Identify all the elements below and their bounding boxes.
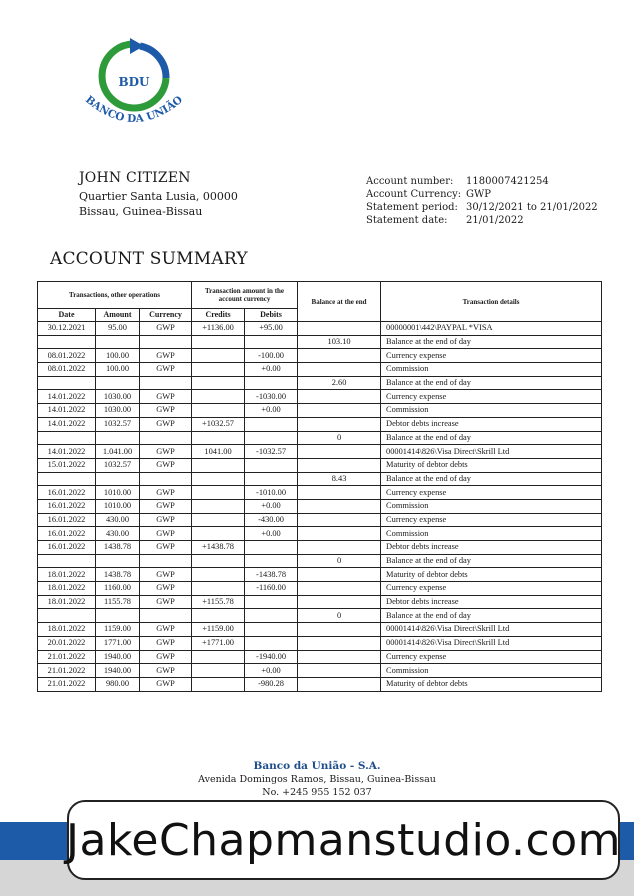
account-number: 1180007421254 bbox=[466, 176, 549, 187]
table-row bbox=[38, 499, 602, 513]
cell-credit bbox=[192, 568, 245, 582]
cell-debit bbox=[245, 636, 298, 650]
statement-period: 30/12/2021 to 21/01/2022 bbox=[466, 202, 598, 213]
account-currency-label: Account Currency: bbox=[366, 189, 462, 200]
cell-date: 18.01.2022 bbox=[38, 568, 96, 582]
cell-amount: 1032.57 bbox=[96, 417, 140, 431]
cell-credit bbox=[192, 335, 245, 349]
cell-balance bbox=[298, 486, 381, 500]
cell-amount: 100.00 bbox=[96, 349, 140, 363]
cell-amount: 95.00 bbox=[96, 322, 140, 336]
cell-currency: GWP bbox=[140, 513, 192, 527]
cell-date: 16.01.2022 bbox=[38, 499, 96, 513]
cell-currency: GWP bbox=[140, 349, 192, 363]
cell-amount: 100.00 bbox=[96, 363, 140, 377]
cell-credit: +1032.57 bbox=[192, 417, 245, 431]
cell-debit bbox=[245, 376, 298, 390]
cell-currency: GWP bbox=[140, 664, 192, 678]
cell-amount: 1030.00 bbox=[96, 404, 140, 418]
cell-debit: +0.00 bbox=[245, 499, 298, 513]
cell-currency: GWP bbox=[140, 636, 192, 650]
cell-credit bbox=[192, 677, 245, 691]
account-currency: GWP bbox=[466, 189, 491, 200]
cell-currency bbox=[140, 335, 192, 349]
cell-date bbox=[38, 609, 96, 623]
cell-credit bbox=[192, 431, 245, 445]
cell-date bbox=[38, 335, 96, 349]
cell-currency: GWP bbox=[140, 623, 192, 637]
cell-debit: -1030.00 bbox=[245, 390, 298, 404]
cell-credit bbox=[192, 527, 245, 541]
cell-amount: 980.00 bbox=[96, 677, 140, 691]
cell-amount bbox=[96, 472, 140, 486]
cell-currency: GWP bbox=[140, 404, 192, 418]
table-row bbox=[38, 404, 602, 418]
cell-debit: +95.00 bbox=[245, 322, 298, 336]
cell-debit bbox=[245, 472, 298, 486]
cell-balance bbox=[298, 595, 381, 609]
cell-credit bbox=[192, 349, 245, 363]
cell-details: Commission bbox=[381, 363, 602, 377]
cell-amount: 1771.00 bbox=[96, 636, 140, 650]
cell-date: 14.01.2022 bbox=[38, 390, 96, 404]
cell-credit bbox=[192, 554, 245, 568]
cell-credit bbox=[192, 376, 245, 390]
cell-amount: 1010.00 bbox=[96, 499, 140, 513]
table-row bbox=[38, 376, 602, 390]
cell-details: 00001414\826\Visa Direct\Skrill Ltd bbox=[381, 623, 602, 637]
cell-balance bbox=[298, 513, 381, 527]
cell-credit bbox=[192, 486, 245, 500]
customer-name: JOHN CITIZEN bbox=[79, 170, 191, 186]
header-amount-group: Transaction amount in the account currency bbox=[192, 282, 298, 309]
cell-details: Commission bbox=[381, 527, 602, 541]
table-row bbox=[38, 431, 602, 445]
cell-currency: GWP bbox=[140, 363, 192, 377]
cell-debit: -1010.00 bbox=[245, 486, 298, 500]
cell-date: 16.01.2022 bbox=[38, 486, 96, 500]
table-row bbox=[38, 390, 602, 404]
cell-amount: 1438.78 bbox=[96, 541, 140, 555]
cell-credit bbox=[192, 650, 245, 664]
cell-balance bbox=[298, 363, 381, 377]
cell-balance bbox=[298, 404, 381, 418]
table-row bbox=[38, 322, 602, 336]
table-row bbox=[38, 636, 602, 650]
cell-amount bbox=[96, 376, 140, 390]
cell-debit: -1940.00 bbox=[245, 650, 298, 664]
cell-currency: GWP bbox=[140, 458, 192, 472]
cell-currency: GWP bbox=[140, 486, 192, 500]
statement-period-label: Statement period: bbox=[366, 202, 458, 213]
cell-credit: +1771.00 bbox=[192, 636, 245, 650]
cell-details: Balance at the end of day bbox=[381, 554, 602, 568]
cell-date: 21.01.2022 bbox=[38, 650, 96, 664]
bank-logo bbox=[74, 34, 194, 142]
cell-date: 14.01.2022 bbox=[38, 445, 96, 459]
cell-date: 18.01.2022 bbox=[38, 582, 96, 596]
table-row bbox=[38, 363, 602, 377]
cell-credit bbox=[192, 363, 245, 377]
header-details: Transaction details bbox=[381, 282, 602, 322]
header-date: Date bbox=[38, 309, 96, 322]
cell-credit bbox=[192, 664, 245, 678]
cell-amount: 1160.00 bbox=[96, 582, 140, 596]
cell-credit: +1438.78 bbox=[192, 541, 245, 555]
cell-debit bbox=[245, 431, 298, 445]
cell-amount: 1940.00 bbox=[96, 664, 140, 678]
cell-date bbox=[38, 431, 96, 445]
cell-amount: 430.00 bbox=[96, 513, 140, 527]
table-row bbox=[38, 595, 602, 609]
cell-currency: GWP bbox=[140, 541, 192, 555]
table-row bbox=[38, 349, 602, 363]
table-row bbox=[38, 582, 602, 596]
cell-date bbox=[38, 376, 96, 390]
cell-currency: GWP bbox=[140, 390, 192, 404]
statement-date: 21/01/2022 bbox=[466, 215, 524, 226]
table-row bbox=[38, 677, 602, 691]
customer-block bbox=[79, 170, 238, 219]
footer-bank-name: Banco da União - S.A. bbox=[253, 760, 381, 772]
cell-debit bbox=[245, 609, 298, 623]
cell-amount: 1.041.00 bbox=[96, 445, 140, 459]
cell-credit: +1155.78 bbox=[192, 595, 245, 609]
cell-credit bbox=[192, 458, 245, 472]
cell-balance: 103.10 bbox=[298, 335, 381, 349]
header-balance: Balance at the end bbox=[298, 282, 381, 322]
cell-debit bbox=[245, 541, 298, 555]
cell-currency: GWP bbox=[140, 677, 192, 691]
cell-credit: +1159.00 bbox=[192, 623, 245, 637]
cell-currency bbox=[140, 554, 192, 568]
cell-debit: -100.00 bbox=[245, 349, 298, 363]
cell-details: Balance at the end of day bbox=[381, 609, 602, 623]
footer bbox=[0, 760, 634, 799]
cell-balance bbox=[298, 677, 381, 691]
cell-credit bbox=[192, 390, 245, 404]
cell-details: Commission bbox=[381, 404, 602, 418]
cell-currency: GWP bbox=[140, 417, 192, 431]
cell-details: Maturity of debtor debts bbox=[381, 677, 602, 691]
cell-details: 00001414\826\Visa Direct\Skrill Ltd bbox=[381, 636, 602, 650]
cell-debit: -1032.57 bbox=[245, 445, 298, 459]
cell-details: Debtor debts increase bbox=[381, 595, 602, 609]
cell-balance bbox=[298, 322, 381, 336]
cell-balance bbox=[298, 541, 381, 555]
table-row bbox=[38, 472, 602, 486]
cell-date: 16.01.2022 bbox=[38, 541, 96, 555]
transactions-body bbox=[38, 322, 602, 692]
cell-date: 21.01.2022 bbox=[38, 664, 96, 678]
cell-currency: GWP bbox=[140, 445, 192, 459]
cell-amount: 1159.00 bbox=[96, 623, 140, 637]
cell-balance bbox=[298, 417, 381, 431]
cell-date: 20.01.2022 bbox=[38, 636, 96, 650]
cell-details: Maturity of debtor debts bbox=[381, 568, 602, 582]
cell-currency: GWP bbox=[140, 527, 192, 541]
cell-credit: +1136.00 bbox=[192, 322, 245, 336]
cell-amount: 1438.78 bbox=[96, 568, 140, 582]
customer-address-line2: Bissau, Guinea-Bissau bbox=[79, 205, 203, 218]
cell-currency: GWP bbox=[140, 499, 192, 513]
cell-credit bbox=[192, 499, 245, 513]
cell-debit: +0.00 bbox=[245, 404, 298, 418]
table-row bbox=[38, 541, 602, 555]
cell-balance: 0 bbox=[298, 609, 381, 623]
customer-address-line1: Quartier Santa Lusia, 00000 bbox=[79, 190, 238, 203]
table-row bbox=[38, 609, 602, 623]
cell-details: 00000001\442\PAYPAL *VISA bbox=[381, 322, 602, 336]
cell-date: 18.01.2022 bbox=[38, 623, 96, 637]
cell-debit bbox=[245, 417, 298, 431]
cell-debit: -1160.00 bbox=[245, 582, 298, 596]
table-row bbox=[38, 458, 602, 472]
cell-date: 08.01.2022 bbox=[38, 349, 96, 363]
statement-date-label: Statement date: bbox=[366, 215, 448, 226]
cell-debit: -1438.78 bbox=[245, 568, 298, 582]
cell-debit bbox=[245, 623, 298, 637]
cell-amount bbox=[96, 431, 140, 445]
cell-currency: GWP bbox=[140, 650, 192, 664]
cell-debit bbox=[245, 595, 298, 609]
transactions-table bbox=[37, 281, 602, 692]
cell-details: Currency expense bbox=[381, 390, 602, 404]
cell-debit: -980.28 bbox=[245, 677, 298, 691]
cell-date: 16.01.2022 bbox=[38, 527, 96, 541]
cell-details: Currency expense bbox=[381, 486, 602, 500]
cell-debit: +0.00 bbox=[245, 363, 298, 377]
cell-details: Currency expense bbox=[381, 513, 602, 527]
cell-credit: 1041.00 bbox=[192, 445, 245, 459]
cell-amount: 1030.00 bbox=[96, 390, 140, 404]
logo-abbr: BDU bbox=[118, 75, 150, 89]
cell-date: 21.01.2022 bbox=[38, 677, 96, 691]
cell-balance bbox=[298, 499, 381, 513]
table-row bbox=[38, 445, 602, 459]
cell-amount: 1155.78 bbox=[96, 595, 140, 609]
cell-details: Debtor debts increase bbox=[381, 417, 602, 431]
table-row bbox=[38, 513, 602, 527]
cell-currency bbox=[140, 472, 192, 486]
cell-debit bbox=[245, 458, 298, 472]
cell-debit: -430.00 bbox=[245, 513, 298, 527]
cell-details: Balance at the end of day bbox=[381, 431, 602, 445]
cell-date: 08.01.2022 bbox=[38, 363, 96, 377]
table-row bbox=[38, 417, 602, 431]
cell-details: Currency expense bbox=[381, 582, 602, 596]
watermark-banner bbox=[67, 800, 620, 880]
cell-details: Commission bbox=[381, 499, 602, 513]
cell-date: 30.12.2021 bbox=[38, 322, 96, 336]
cell-date: 18.01.2022 bbox=[38, 595, 96, 609]
cell-details: Maturity of debtor debts bbox=[381, 458, 602, 472]
cell-balance bbox=[298, 664, 381, 678]
cell-balance bbox=[298, 349, 381, 363]
table-row bbox=[38, 623, 602, 637]
cell-details: Commission bbox=[381, 664, 602, 678]
cell-currency bbox=[140, 609, 192, 623]
footer-address: Avenida Domingos Ramos, Bissau, Guinea-Bissau bbox=[198, 774, 436, 785]
table-row bbox=[38, 554, 602, 568]
logo-text: BANCO DA UNIÃO bbox=[82, 93, 186, 126]
cell-amount bbox=[96, 554, 140, 568]
cell-balance: 2.60 bbox=[298, 376, 381, 390]
cell-amount: 1032.57 bbox=[96, 458, 140, 472]
account-number-label: Account number: bbox=[366, 176, 454, 187]
table-row bbox=[38, 650, 602, 664]
header-credits: Credits bbox=[192, 309, 245, 322]
table-row bbox=[38, 527, 602, 541]
cell-balance bbox=[298, 650, 381, 664]
watermark-text: JakeChapmanstudio.com bbox=[66, 814, 621, 866]
cell-balance: 0 bbox=[298, 554, 381, 568]
cell-balance bbox=[298, 568, 381, 582]
cell-date bbox=[38, 472, 96, 486]
cell-date: 16.01.2022 bbox=[38, 513, 96, 527]
table-row bbox=[38, 664, 602, 678]
cell-currency bbox=[140, 431, 192, 445]
cell-details: Balance at the end of day bbox=[381, 472, 602, 486]
header-amount: Amount bbox=[96, 309, 140, 322]
cell-amount: 1940.00 bbox=[96, 650, 140, 664]
cell-details: Balance at the end of day bbox=[381, 376, 602, 390]
cell-amount bbox=[96, 609, 140, 623]
cell-amount: 430.00 bbox=[96, 527, 140, 541]
cell-details: Balance at the end of day bbox=[381, 335, 602, 349]
cell-debit: +0.00 bbox=[245, 664, 298, 678]
cell-currency bbox=[140, 376, 192, 390]
cell-balance bbox=[298, 458, 381, 472]
cell-credit bbox=[192, 404, 245, 418]
cell-credit bbox=[192, 582, 245, 596]
cell-debit: +0.00 bbox=[245, 527, 298, 541]
cell-balance bbox=[298, 623, 381, 637]
cell-credit bbox=[192, 513, 245, 527]
cell-debit bbox=[245, 335, 298, 349]
cell-balance bbox=[298, 390, 381, 404]
cell-amount bbox=[96, 335, 140, 349]
header-debits: Debits bbox=[245, 309, 298, 322]
cell-currency: GWP bbox=[140, 322, 192, 336]
cell-credit bbox=[192, 472, 245, 486]
cell-currency: GWP bbox=[140, 595, 192, 609]
cell-balance bbox=[298, 582, 381, 596]
cell-balance: 0 bbox=[298, 431, 381, 445]
cell-details: Debtor debts increase bbox=[381, 541, 602, 555]
cell-details: Currency expense bbox=[381, 349, 602, 363]
cell-date: 15.01.2022 bbox=[38, 458, 96, 472]
cell-details: Currency expense bbox=[381, 650, 602, 664]
account-info bbox=[366, 175, 598, 227]
cell-date bbox=[38, 554, 96, 568]
cell-details: 00001414\826\Visa Direct\Skrill Ltd bbox=[381, 445, 602, 459]
cell-currency: GWP bbox=[140, 582, 192, 596]
table-row bbox=[38, 486, 602, 500]
cell-amount: 1010.00 bbox=[96, 486, 140, 500]
table-row bbox=[38, 568, 602, 582]
cell-balance bbox=[298, 527, 381, 541]
header-currency: Currency bbox=[140, 309, 192, 322]
cell-balance: 8.43 bbox=[298, 472, 381, 486]
footer-phone: No. +245 955 152 037 bbox=[262, 787, 372, 798]
summary-title: ACCOUNT SUMMARY bbox=[50, 249, 248, 269]
header-transactions-group: Transactions, other operations bbox=[38, 282, 192, 309]
cell-balance bbox=[298, 445, 381, 459]
table-row bbox=[38, 335, 602, 349]
cell-balance bbox=[298, 636, 381, 650]
cell-date: 14.01.2022 bbox=[38, 404, 96, 418]
cell-debit bbox=[245, 554, 298, 568]
cell-currency: GWP bbox=[140, 568, 192, 582]
cell-date: 14.01.2022 bbox=[38, 417, 96, 431]
cell-credit bbox=[192, 609, 245, 623]
